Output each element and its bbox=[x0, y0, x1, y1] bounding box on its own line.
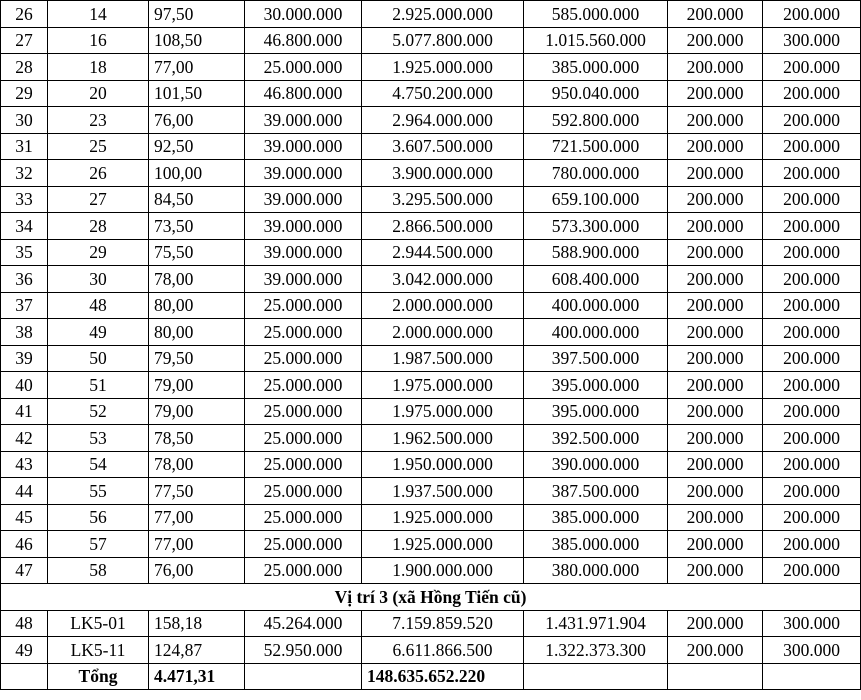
deposit-cell: 592.800.000 bbox=[524, 107, 668, 134]
stt-cell: 37 bbox=[1, 292, 48, 319]
table-body-part1 bbox=[1, 1, 861, 584]
area-cell: 75,50 bbox=[149, 239, 245, 266]
table-row bbox=[1, 637, 861, 664]
stt-cell: 41 bbox=[1, 398, 48, 425]
fee2-cell: 200.000 bbox=[763, 80, 861, 107]
deposit-cell: 392.500.000 bbox=[524, 425, 668, 452]
stt-cell: 48 bbox=[1, 610, 48, 637]
fee1-cell: 200.000 bbox=[668, 478, 763, 505]
table-row bbox=[1, 1, 861, 28]
fee2-cell: 200.000 bbox=[763, 478, 861, 505]
stt-cell: 39 bbox=[1, 345, 48, 372]
area-cell: 101,50 bbox=[149, 80, 245, 107]
fee1-cell: 200.000 bbox=[668, 266, 763, 293]
unit-price-cell: 25.000.000 bbox=[245, 54, 362, 81]
deposit-cell: 721.500.000 bbox=[524, 133, 668, 160]
fee2-cell: 200.000 bbox=[763, 54, 861, 81]
table-row bbox=[1, 425, 861, 452]
area-cell: 158,18 bbox=[149, 610, 245, 637]
area-cell: 124,87 bbox=[149, 637, 245, 664]
deposit-cell: 400.000.000 bbox=[524, 319, 668, 346]
area-cell: 79,00 bbox=[149, 372, 245, 399]
lot-cell: 48 bbox=[48, 292, 149, 319]
lot-cell: 23 bbox=[48, 107, 149, 134]
fee2-cell: 200.000 bbox=[763, 398, 861, 425]
lot-cell: 18 bbox=[48, 54, 149, 81]
fee2-cell: 200.000 bbox=[763, 160, 861, 187]
lot-cell: LK5-11 bbox=[48, 637, 149, 664]
table-row bbox=[1, 345, 861, 372]
fee1-cell: 200.000 bbox=[668, 451, 763, 478]
lot-cell: 20 bbox=[48, 80, 149, 107]
stt-cell: 36 bbox=[1, 266, 48, 293]
unit-price-cell: 39.000.000 bbox=[245, 107, 362, 134]
lot-cell: 30 bbox=[48, 266, 149, 293]
fee1-cell: 200.000 bbox=[668, 239, 763, 266]
amount-cell: 2.964.000.000 bbox=[362, 107, 524, 134]
fee2-cell: 200.000 bbox=[763, 133, 861, 160]
fee2-cell: 200.000 bbox=[763, 1, 861, 28]
fee2-cell: 200.000 bbox=[763, 107, 861, 134]
area-cell: 73,50 bbox=[149, 213, 245, 240]
total-row bbox=[1, 663, 861, 690]
unit-price-cell: 46.800.000 bbox=[245, 27, 362, 54]
stt-cell: 29 bbox=[1, 80, 48, 107]
unit-price-cell: 25.000.000 bbox=[245, 345, 362, 372]
amount-cell: 1.950.000.000 bbox=[362, 451, 524, 478]
fee2-cell: 300.000 bbox=[763, 610, 861, 637]
lot-cell: 57 bbox=[48, 531, 149, 558]
fee2-cell: 200.000 bbox=[763, 292, 861, 319]
fee1-cell: 200.000 bbox=[668, 372, 763, 399]
deposit-cell: 385.000.000 bbox=[524, 54, 668, 81]
area-cell: 78,50 bbox=[149, 425, 245, 452]
stt-cell: 44 bbox=[1, 478, 48, 505]
deposit-cell: 385.000.000 bbox=[524, 531, 668, 558]
fee1-cell: 200.000 bbox=[668, 531, 763, 558]
fee1-cell: 200.000 bbox=[668, 398, 763, 425]
fee1-cell: 200.000 bbox=[668, 27, 763, 54]
amount-cell: 6.611.866.500 bbox=[362, 637, 524, 664]
table-row bbox=[1, 186, 861, 213]
stt-cell: 49 bbox=[1, 637, 48, 664]
unit-price-cell: 46.800.000 bbox=[245, 80, 362, 107]
stt-cell: 33 bbox=[1, 186, 48, 213]
amount-cell: 1.900.000.000 bbox=[362, 557, 524, 584]
lot-cell: 28 bbox=[48, 213, 149, 240]
deposit-cell: 400.000.000 bbox=[524, 292, 668, 319]
lot-cell: 53 bbox=[48, 425, 149, 452]
fee1-cell: 200.000 bbox=[668, 54, 763, 81]
table-row bbox=[1, 557, 861, 584]
fee1-cell: 200.000 bbox=[668, 107, 763, 134]
lot-cell: 29 bbox=[48, 239, 149, 266]
deposit-cell: 387.500.000 bbox=[524, 478, 668, 505]
stt-cell: 34 bbox=[1, 213, 48, 240]
unit-price-cell: 25.000.000 bbox=[245, 425, 362, 452]
table-row bbox=[1, 478, 861, 505]
amount-cell: 2.925.000.000 bbox=[362, 1, 524, 28]
stt-cell: 32 bbox=[1, 160, 48, 187]
stt-cell: 46 bbox=[1, 531, 48, 558]
lot-cell: 49 bbox=[48, 319, 149, 346]
total-fee1 bbox=[668, 663, 763, 690]
table-body-part2 bbox=[1, 610, 861, 663]
table-row bbox=[1, 239, 861, 266]
deposit-cell: 608.400.000 bbox=[524, 266, 668, 293]
deposit-cell: 780.000.000 bbox=[524, 160, 668, 187]
deposit-cell: 659.100.000 bbox=[524, 186, 668, 213]
unit-price-cell: 25.000.000 bbox=[245, 557, 362, 584]
fee2-cell: 200.000 bbox=[763, 504, 861, 531]
deposit-cell: 950.040.000 bbox=[524, 80, 668, 107]
area-cell: 108,50 bbox=[149, 27, 245, 54]
stt-cell: 47 bbox=[1, 557, 48, 584]
amount-cell: 1.962.500.000 bbox=[362, 425, 524, 452]
area-cell: 76,00 bbox=[149, 107, 245, 134]
deposit-cell: 1.431.971.904 bbox=[524, 610, 668, 637]
table-row bbox=[1, 319, 861, 346]
amount-cell: 7.159.859.520 bbox=[362, 610, 524, 637]
amount-cell: 1.987.500.000 bbox=[362, 345, 524, 372]
fee2-cell: 300.000 bbox=[763, 637, 861, 664]
area-cell: 78,00 bbox=[149, 451, 245, 478]
amount-cell: 1.937.500.000 bbox=[362, 478, 524, 505]
area-cell: 79,50 bbox=[149, 345, 245, 372]
lot-cell: 26 bbox=[48, 160, 149, 187]
area-cell: 77,00 bbox=[149, 531, 245, 558]
stt-cell: 43 bbox=[1, 451, 48, 478]
area-cell: 76,00 bbox=[149, 557, 245, 584]
fee1-cell: 200.000 bbox=[668, 425, 763, 452]
table-row bbox=[1, 451, 861, 478]
fee1-cell: 200.000 bbox=[668, 345, 763, 372]
amount-cell: 1.925.000.000 bbox=[362, 531, 524, 558]
lot-cell: 14 bbox=[48, 1, 149, 28]
fee1-cell: 200.000 bbox=[668, 160, 763, 187]
total-empty-cell bbox=[1, 663, 48, 690]
fee1-cell: 200.000 bbox=[668, 557, 763, 584]
lot-cell: 51 bbox=[48, 372, 149, 399]
lot-cell: 27 bbox=[48, 186, 149, 213]
amount-cell: 1.925.000.000 bbox=[362, 54, 524, 81]
fee2-cell: 200.000 bbox=[763, 213, 861, 240]
unit-price-cell: 39.000.000 bbox=[245, 213, 362, 240]
total-price bbox=[245, 663, 362, 690]
section-header-body bbox=[1, 584, 861, 611]
area-cell: 97,50 bbox=[149, 1, 245, 28]
table-row bbox=[1, 27, 861, 54]
fee2-cell: 200.000 bbox=[763, 345, 861, 372]
unit-price-cell: 39.000.000 bbox=[245, 186, 362, 213]
fee1-cell: 200.000 bbox=[668, 133, 763, 160]
total-fee2 bbox=[763, 663, 861, 690]
fee1-cell: 200.000 bbox=[668, 186, 763, 213]
area-cell: 77,00 bbox=[149, 54, 245, 81]
unit-price-cell: 45.264.000 bbox=[245, 610, 362, 637]
amount-cell: 2.000.000.000 bbox=[362, 319, 524, 346]
unit-price-cell: 25.000.000 bbox=[245, 451, 362, 478]
fee2-cell: 200.000 bbox=[763, 319, 861, 346]
fee2-cell: 200.000 bbox=[763, 372, 861, 399]
fee1-cell: 200.000 bbox=[668, 504, 763, 531]
table-row bbox=[1, 54, 861, 81]
table-row bbox=[1, 292, 861, 319]
stt-cell: 27 bbox=[1, 27, 48, 54]
fee1-cell: 200.000 bbox=[668, 80, 763, 107]
total-area: 4.471,31 bbox=[149, 663, 245, 690]
area-cell: 78,00 bbox=[149, 266, 245, 293]
unit-price-cell: 25.000.000 bbox=[245, 478, 362, 505]
lot-cell: 52 bbox=[48, 398, 149, 425]
total-label: Tổng bbox=[48, 663, 149, 690]
unit-price-cell: 25.000.000 bbox=[245, 319, 362, 346]
stt-cell: 45 bbox=[1, 504, 48, 531]
table-row bbox=[1, 504, 861, 531]
table-row bbox=[1, 213, 861, 240]
deposit-cell: 390.000.000 bbox=[524, 451, 668, 478]
fee1-cell: 200.000 bbox=[668, 610, 763, 637]
lot-cell: 55 bbox=[48, 478, 149, 505]
table-row bbox=[1, 372, 861, 399]
unit-price-cell: 25.000.000 bbox=[245, 504, 362, 531]
deposit-cell: 1.322.373.300 bbox=[524, 637, 668, 664]
table-row bbox=[1, 133, 861, 160]
stt-cell: 26 bbox=[1, 1, 48, 28]
amount-cell: 3.295.500.000 bbox=[362, 186, 524, 213]
amount-cell: 4.750.200.000 bbox=[362, 80, 524, 107]
amount-cell: 1.975.000.000 bbox=[362, 398, 524, 425]
table-row bbox=[1, 531, 861, 558]
unit-price-cell: 39.000.000 bbox=[245, 133, 362, 160]
table-row bbox=[1, 266, 861, 293]
unit-price-cell: 39.000.000 bbox=[245, 266, 362, 293]
unit-price-cell: 25.000.000 bbox=[245, 398, 362, 425]
deposit-cell: 588.900.000 bbox=[524, 239, 668, 266]
stt-cell: 35 bbox=[1, 239, 48, 266]
stt-cell: 28 bbox=[1, 54, 48, 81]
total-amount: 148.635.652.220 bbox=[362, 663, 524, 690]
fee2-cell: 300.000 bbox=[763, 27, 861, 54]
area-cell: 80,00 bbox=[149, 319, 245, 346]
amount-cell: 2.944.500.000 bbox=[362, 239, 524, 266]
stt-cell: 40 bbox=[1, 372, 48, 399]
deposit-cell: 380.000.000 bbox=[524, 557, 668, 584]
unit-price-cell: 52.950.000 bbox=[245, 637, 362, 664]
fee1-cell: 200.000 bbox=[668, 319, 763, 346]
lot-cell: 16 bbox=[48, 27, 149, 54]
fee2-cell: 200.000 bbox=[763, 557, 861, 584]
deposit-cell: 573.300.000 bbox=[524, 213, 668, 240]
table-row bbox=[1, 80, 861, 107]
fee1-cell: 200.000 bbox=[668, 292, 763, 319]
area-cell: 77,50 bbox=[149, 478, 245, 505]
fee2-cell: 200.000 bbox=[763, 531, 861, 558]
amount-cell: 1.925.000.000 bbox=[362, 504, 524, 531]
fee2-cell: 200.000 bbox=[763, 186, 861, 213]
unit-price-cell: 25.000.000 bbox=[245, 372, 362, 399]
area-cell: 80,00 bbox=[149, 292, 245, 319]
unit-price-cell: 25.000.000 bbox=[245, 531, 362, 558]
deposit-cell: 397.500.000 bbox=[524, 345, 668, 372]
total-deposit bbox=[524, 663, 668, 690]
deposit-cell: 395.000.000 bbox=[524, 398, 668, 425]
table-row bbox=[1, 398, 861, 425]
unit-price-cell: 39.000.000 bbox=[245, 160, 362, 187]
fee2-cell: 200.000 bbox=[763, 425, 861, 452]
amount-cell: 1.975.000.000 bbox=[362, 372, 524, 399]
area-cell: 84,50 bbox=[149, 186, 245, 213]
amount-cell: 3.607.500.000 bbox=[362, 133, 524, 160]
unit-price-cell: 30.000.000 bbox=[245, 1, 362, 28]
fee1-cell: 200.000 bbox=[668, 213, 763, 240]
area-cell: 100,00 bbox=[149, 160, 245, 187]
lot-cell: LK5-01 bbox=[48, 610, 149, 637]
table-row bbox=[1, 160, 861, 187]
unit-price-cell: 39.000.000 bbox=[245, 239, 362, 266]
lot-cell: 25 bbox=[48, 133, 149, 160]
stt-cell: 30 bbox=[1, 107, 48, 134]
lot-cell: 50 bbox=[48, 345, 149, 372]
area-cell: 77,00 bbox=[149, 504, 245, 531]
fee1-cell: 200.000 bbox=[668, 1, 763, 28]
area-cell: 79,00 bbox=[149, 398, 245, 425]
fee2-cell: 200.000 bbox=[763, 451, 861, 478]
stt-cell: 31 bbox=[1, 133, 48, 160]
stt-cell: 42 bbox=[1, 425, 48, 452]
amount-cell: 5.077.800.000 bbox=[362, 27, 524, 54]
amount-cell: 2.866.500.000 bbox=[362, 213, 524, 240]
lot-cell: 58 bbox=[48, 557, 149, 584]
stt-cell: 38 bbox=[1, 319, 48, 346]
deposit-cell: 585.000.000 bbox=[524, 1, 668, 28]
deposit-cell: 385.000.000 bbox=[524, 504, 668, 531]
lot-cell: 54 bbox=[48, 451, 149, 478]
fee1-cell: 200.000 bbox=[668, 637, 763, 664]
section-header-row bbox=[1, 584, 861, 611]
amount-cell: 3.042.000.000 bbox=[362, 266, 524, 293]
fee2-cell: 200.000 bbox=[763, 239, 861, 266]
amount-cell: 3.900.000.000 bbox=[362, 160, 524, 187]
table-row bbox=[1, 610, 861, 637]
fee2-cell: 200.000 bbox=[763, 266, 861, 293]
deposit-cell: 1.015.560.000 bbox=[524, 27, 668, 54]
area-cell: 92,50 bbox=[149, 133, 245, 160]
total-body bbox=[1, 663, 861, 690]
lot-cell: 56 bbox=[48, 504, 149, 531]
section-title: Vị trí 3 (xã Hồng Tiến cũ) bbox=[1, 584, 861, 611]
table-row bbox=[1, 107, 861, 134]
unit-price-cell: 25.000.000 bbox=[245, 292, 362, 319]
deposit-cell: 395.000.000 bbox=[524, 372, 668, 399]
amount-cell: 2.000.000.000 bbox=[362, 292, 524, 319]
